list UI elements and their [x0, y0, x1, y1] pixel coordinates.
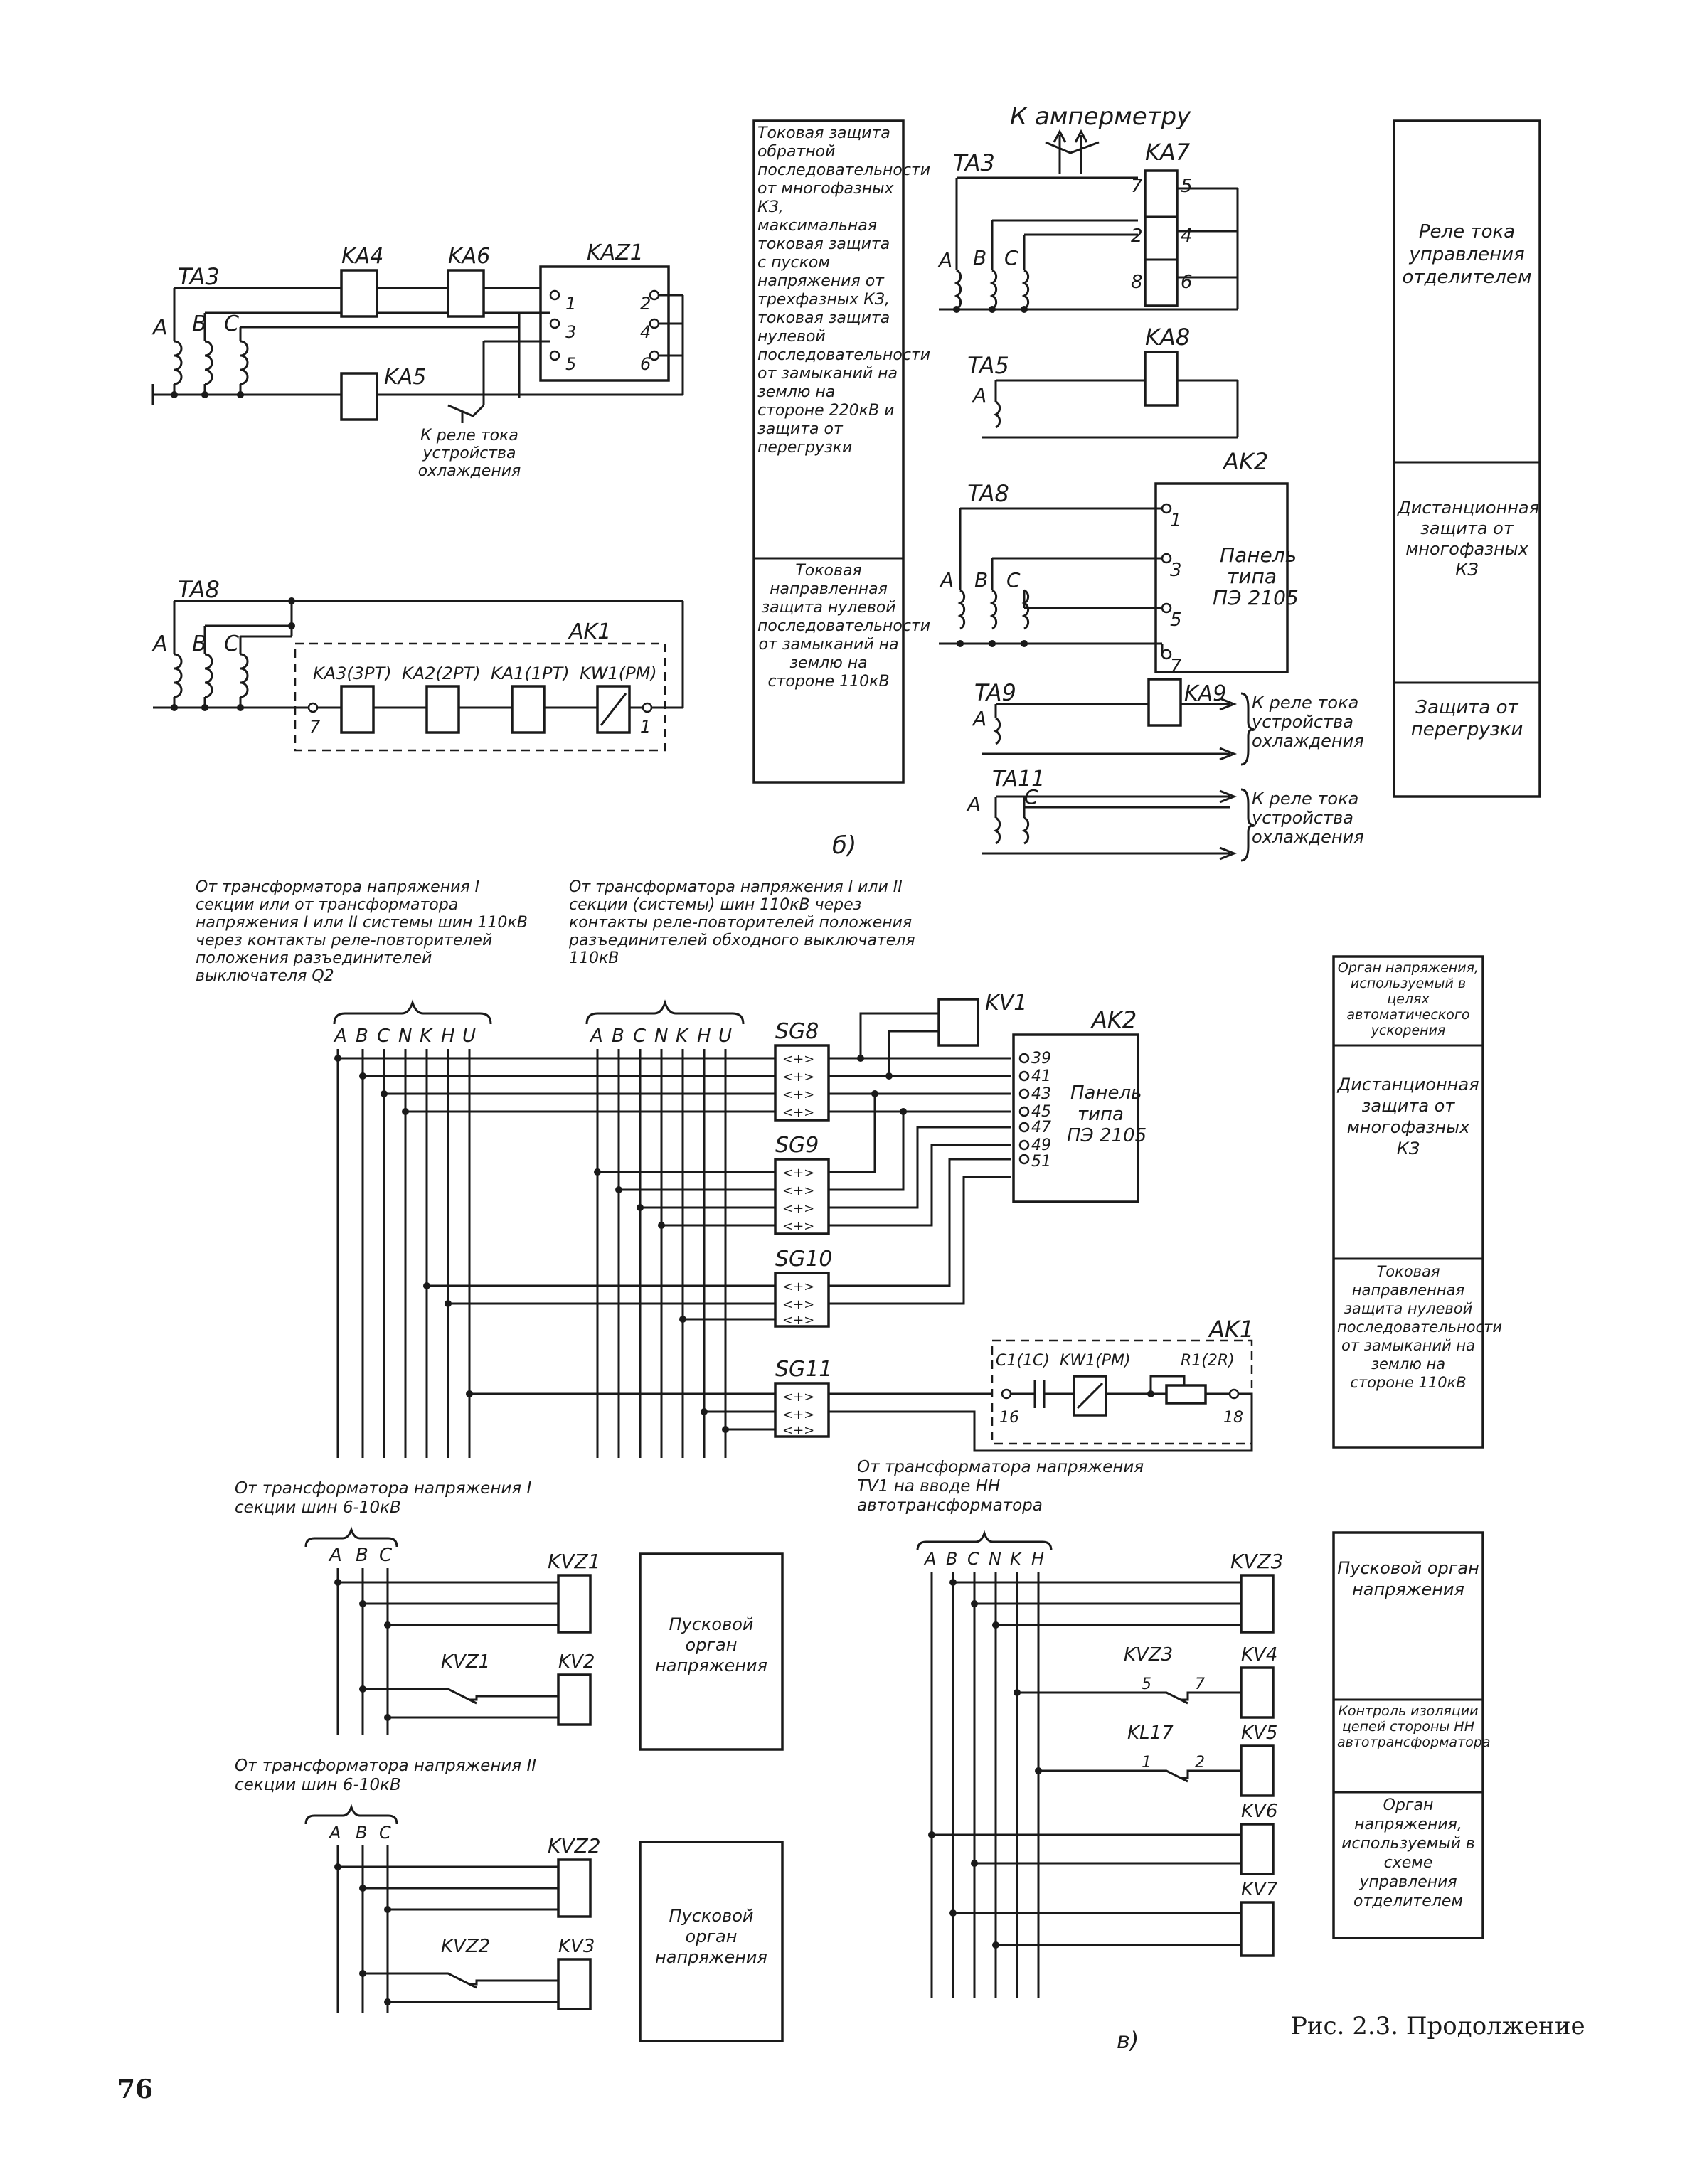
label-ta8-a: TA8: [178, 576, 220, 603]
ak2-v-term-45: 45: [1031, 1103, 1051, 1121]
relay-ka9: [1149, 679, 1181, 725]
bus1-label-b: B: [356, 1026, 368, 1047]
part-v-lower-right: [857, 1458, 1491, 1998]
ak1-v-term-18: 18: [1223, 1409, 1243, 1427]
label-kvz2: KVZ2: [548, 1834, 601, 1858]
relay-ka4: [341, 270, 377, 316]
part-b-sidebar-right: [1394, 121, 1540, 797]
svg-text:<+>: <+>: [782, 1201, 815, 1216]
phase-c: C: [224, 311, 239, 336]
sec1-label-b: B: [356, 1545, 368, 1566]
ak2-v-term-47: 47: [1031, 1119, 1051, 1136]
ct-coil-c: [240, 341, 248, 384]
sec3-label-k: K: [1010, 1549, 1021, 1569]
label-ta5: TA5: [967, 352, 1009, 379]
circuit-ta8-ak1: [151, 576, 683, 750]
label-kv7: KV7: [1241, 1879, 1278, 1900]
label-ak2-b: AK2: [1223, 448, 1269, 475]
phase-b-ta8: B: [192, 632, 207, 656]
phase-c-ta8-b: C: [1006, 568, 1021, 592]
relay-ka7: [1145, 171, 1177, 306]
section-letter-v: в): [1117, 2027, 1139, 2054]
label-pusk-1: Пусковой орган напряжения: [655, 1614, 767, 1676]
panel-label-1-b: Панель: [1220, 543, 1297, 567]
ct-coil-b: [205, 341, 212, 384]
part-v-lower-left: [235, 1479, 782, 2041]
panel-label-3-v: ПЭ 2105: [1067, 1125, 1147, 1146]
sidebar-b-right-3: Защита от перегрузки: [1410, 697, 1523, 740]
label-to-cooling-b2: К реле тока устройства охлаждения: [1252, 789, 1364, 847]
ka7-term-5: 5: [1181, 176, 1193, 197]
label-kvz1-contact: KVZ1: [441, 1651, 491, 1673]
sidebar-v-2: Дистанционная защита от многофазных КЗ: [1337, 1075, 1479, 1158]
figure-caption: Рис. 2.3. Продолжение: [1291, 2012, 1585, 2040]
svg-text:<+>: <+>: [782, 1166, 815, 1181]
label-source-3: От трансформатора напряжения I секции шин 6-10кВ: [235, 1479, 532, 1517]
relay-ka8: [1145, 352, 1177, 405]
label-sg10: SG10: [775, 1247, 833, 1272]
kvz3-contact-5: 5: [1142, 1676, 1151, 1693]
part-v-sidebar: [1334, 957, 1503, 1447]
relay-ka5: [341, 373, 377, 420]
label-ta3-a: TA3: [178, 263, 220, 290]
sidebar-b-zone1: Токовая защита обратной последовательности от многофазных КЗ, максимальная токовая защита с пуском напряжения от трехфазных КЗ, токовая защита нулевой последовательности от замыканий на землю на стороне 220кВ и защита от перегрузки: [757, 124, 931, 457]
part-b-circuits: [832, 102, 1401, 861]
svg-text:<+>: <+>: [782, 1183, 815, 1198]
label-source-4: От трансформатора напряжения II секции шин 6-10кВ: [235, 1757, 537, 1794]
ka7-term-4: 4: [1181, 225, 1193, 247]
label-ka3-3pt: KA3(3PT): [313, 664, 392, 683]
label-kvz3-contact: KVZ3: [1124, 1644, 1174, 1666]
relay-kvz3: [1241, 1575, 1273, 1632]
svg-text:<+>: <+>: [782, 1423, 815, 1438]
label-ka5: KA5: [384, 365, 427, 390]
label-kv3: KV3: [558, 1936, 595, 1957]
label-source-5: От трансформатора напряжения TV1 на вводе НН автотрансформатора: [857, 1458, 1144, 1515]
label-ta8-b: TA8: [967, 480, 1009, 507]
label-ak2-v: AK2: [1092, 1006, 1137, 1033]
kl17-contact-2: 2: [1195, 1754, 1205, 1772]
label-to-cooling-top: К реле тока устройства охлаждения: [417, 427, 521, 480]
label-kv5: KV5: [1241, 1722, 1278, 1744]
label-kv6: KV6: [1241, 1801, 1278, 1822]
relay-kvz2: [558, 1860, 590, 1917]
ct-coil-a: [174, 341, 181, 384]
sidebar-v-1: Орган напряжения, используемый в целях автоматического ускорения: [1337, 960, 1479, 1038]
label-kvz3: KVZ3: [1230, 1550, 1284, 1573]
label-sg8: SG8: [775, 1019, 819, 1044]
bus1-label-c: C: [377, 1026, 390, 1047]
relay-ka6: [448, 270, 484, 316]
label-ka2-2pt: KA2(2PT): [402, 664, 481, 683]
label-kw1-pm-v: KW1(PM): [1060, 1352, 1131, 1370]
svg-text:<+>: <+>: [782, 1105, 815, 1120]
bus2-label-n: N: [654, 1026, 669, 1047]
relay-kv2: [558, 1675, 590, 1725]
relay-ka1: [512, 686, 544, 733]
label-kvz2-contact: KVZ2: [441, 1936, 491, 1957]
sidebar-v2-2: Контроль изоляции цепей стороны НН автотрансформатора: [1337, 1703, 1491, 1750]
phase-a-ta11: A: [967, 792, 982, 816]
sidebar-v-3: Токовая направленная защита нулевой последовательности от замыканий на землю на стороне 110кВ: [1337, 1263, 1503, 1391]
relay-kv4: [1241, 1668, 1273, 1717]
bus1-label-k: K: [420, 1026, 432, 1047]
phase-a: A: [153, 315, 168, 340]
ak2-term-7: 7: [1170, 656, 1182, 677]
sec3-label-h: H: [1031, 1549, 1045, 1569]
label-ak1-v: AK1: [1209, 1316, 1255, 1343]
bus2-label-k: K: [676, 1026, 688, 1047]
label-to-ammeter: К амперметру: [1010, 102, 1191, 131]
svg-text:<+>: <+>: [782, 1070, 815, 1085]
label-c1-1c: C1(1C): [996, 1352, 1050, 1370]
kaz-term-4: 4: [640, 322, 651, 342]
svg-text:<+>: <+>: [782, 1313, 815, 1328]
sec1-label-a: A: [329, 1545, 342, 1566]
label-ka6: KA6: [448, 244, 491, 269]
part-b-sidebar-left: [754, 121, 931, 782]
label-kaz1: KAZ1: [587, 240, 644, 265]
kaz-term-5: 5: [565, 354, 577, 374]
relay-kvz1: [558, 1575, 590, 1632]
label-ka7: KA7: [1145, 139, 1191, 166]
ka7-term-2: 2: [1131, 225, 1143, 247]
relay-kv5: [1241, 1746, 1273, 1796]
relay-kv7: [1241, 1902, 1273, 1956]
ka7-term-7: 7: [1131, 176, 1143, 197]
sec3-label-b: B: [946, 1549, 958, 1569]
svg-text:<+>: <+>: [782, 1087, 815, 1102]
kaz-term-6: 6: [640, 354, 651, 374]
panel-label-3-b: ПЭ 2105: [1213, 586, 1299, 609]
label-ka4: KA4: [341, 244, 384, 269]
sec3-label-a: A: [925, 1549, 937, 1569]
label-kv1: KV1: [985, 991, 1028, 1016]
sidebar-v2-1: Пусковой орган напряжения: [1337, 1558, 1479, 1599]
ak2-term-5: 5: [1170, 609, 1182, 631]
phase-a-ta8-b: A: [940, 568, 954, 592]
bus1-label-u: U: [462, 1026, 477, 1047]
bus2-label-a: A: [590, 1026, 603, 1047]
sec3-label-c: C: [967, 1549, 979, 1569]
ak2-v-term-41: 41: [1031, 1067, 1051, 1085]
relay-kv6: [1241, 1824, 1273, 1874]
label-source-1: От трансформатора напряжения I секции или от трансформатора напряжения I или II системы шин 110кВ через контакты реле-повторителей положения разъединителей выключателя Q2: [196, 878, 528, 985]
bus1-label-h: H: [441, 1026, 455, 1047]
circuit-ta3-kaz1: [151, 240, 683, 512]
phase-c-b3: C: [1004, 246, 1018, 270]
phase-c-ta11: C: [1024, 785, 1038, 809]
sec1-label-c: C: [379, 1545, 393, 1566]
page-number: 76: [117, 2074, 154, 2104]
label-kv2: KV2: [558, 1651, 595, 1673]
ak2-v-term-39: 39: [1031, 1050, 1051, 1067]
panel-label-2-v: типа: [1078, 1104, 1124, 1125]
kaz-term-1: 1: [565, 294, 577, 314]
label-kw1-pm: KW1(PM): [580, 664, 657, 683]
label-kl17: KL17: [1127, 1722, 1174, 1744]
ak1-term-1: 1: [640, 717, 651, 737]
sec2-label-b: B: [356, 1823, 368, 1843]
section-letter-b: б): [832, 831, 857, 860]
sec2-label-a: A: [329, 1823, 341, 1843]
relay-ka3: [341, 686, 373, 733]
label-ta11: TA11: [992, 767, 1046, 792]
label-kvz1: KVZ1: [548, 1550, 601, 1573]
label-source-2: От трансформатора напряжения I или II секции (системы) шин 110кВ через контакты реле-повторителей положения разъединителей обходного выключателя 110кВ: [569, 878, 915, 967]
part-v-upper: [196, 878, 1254, 1458]
bus2-label-h: H: [697, 1026, 711, 1047]
label-ak1-a: AK1: [569, 619, 612, 644]
panel-label-1-v: Панель: [1070, 1082, 1142, 1104]
ak2-v-term-43: 43: [1031, 1085, 1051, 1103]
sidebar-v2-3: Орган напряжения, используемый в схеме управления отделителем: [1341, 1796, 1475, 1910]
label-to-cooling-b1: К реле тока устройства охлаждения: [1252, 693, 1364, 751]
bus2-label-b: B: [612, 1026, 624, 1047]
phase-a-ta9: A: [973, 707, 987, 730]
sidebar-b-right-1: Реле тока управления отделителем: [1402, 221, 1532, 288]
svg-text:<+>: <+>: [782, 1297, 815, 1312]
phase-b: B: [192, 311, 207, 336]
phase-a-ta5: A: [973, 383, 987, 407]
label-ta3-b: TA3: [953, 149, 995, 176]
phase-c-ta8: C: [224, 632, 239, 656]
label-ka8: KA8: [1145, 324, 1191, 351]
ka7-term-8: 8: [1131, 272, 1143, 293]
ak1-term-7: 7: [309, 717, 321, 737]
bus2-label-u: U: [718, 1026, 733, 1047]
label-r1-2r: R1(2R): [1181, 1352, 1235, 1370]
phase-b-ta8-b: B: [974, 568, 989, 592]
svg-text:<+>: <+>: [782, 1052, 815, 1067]
bus1-label-n: N: [398, 1026, 413, 1047]
kl17-contact-1: 1: [1142, 1754, 1151, 1772]
label-sg9: SG9: [775, 1133, 819, 1158]
relay-kv3: [558, 1959, 590, 2009]
relay-ka2: [427, 686, 459, 733]
phase-a-ta8: A: [153, 632, 168, 656]
bus1-label-a: A: [334, 1026, 347, 1047]
svg-text:<+>: <+>: [782, 1407, 815, 1422]
resistor-r1: [1166, 1385, 1206, 1403]
phase-a-b3: A: [939, 248, 953, 272]
phase-b-b3: B: [973, 246, 987, 270]
svg-text:<+>: <+>: [782, 1390, 815, 1405]
ak2-v-term-49: 49: [1031, 1136, 1051, 1154]
label-ta9: TA9: [974, 679, 1016, 706]
label-sg11: SG11: [775, 1357, 833, 1382]
label-ka9: KA9: [1184, 681, 1227, 706]
bus2-label-c: C: [633, 1026, 647, 1047]
ak2-v-term-51: 51: [1031, 1153, 1051, 1171]
relay-kv1: [939, 999, 978, 1045]
svg-text:<+>: <+>: [782, 1279, 815, 1294]
sec3-label-n: N: [989, 1549, 1001, 1569]
kaz-term-2: 2: [640, 294, 651, 314]
kvz3-contact-7: 7: [1195, 1676, 1205, 1693]
svg-text:<+>: <+>: [782, 1219, 815, 1234]
sidebar-b-zone2: Токовая направленная защита нулевой последовательности от замыканий на землю на стороне 110кВ: [757, 562, 931, 691]
ak2-term-1: 1: [1170, 510, 1182, 531]
sidebar-b-right-2: Дистанционная защита от многофазных КЗ: [1398, 498, 1540, 580]
label-kv4: KV4: [1241, 1644, 1278, 1666]
panel-label-2-b: типа: [1227, 565, 1277, 588]
ak2-term-3: 3: [1170, 560, 1182, 581]
ka7-term-6: 6: [1181, 272, 1193, 293]
sec2-label-c: C: [379, 1823, 391, 1843]
label-ka1-1pt: KA1(1PT): [491, 664, 570, 683]
label-pusk-2: Пусковой орган напряжения: [655, 1906, 767, 1967]
kaz-term-3: 3: [565, 322, 577, 342]
ak1-v-term-16: 16: [999, 1409, 1019, 1427]
